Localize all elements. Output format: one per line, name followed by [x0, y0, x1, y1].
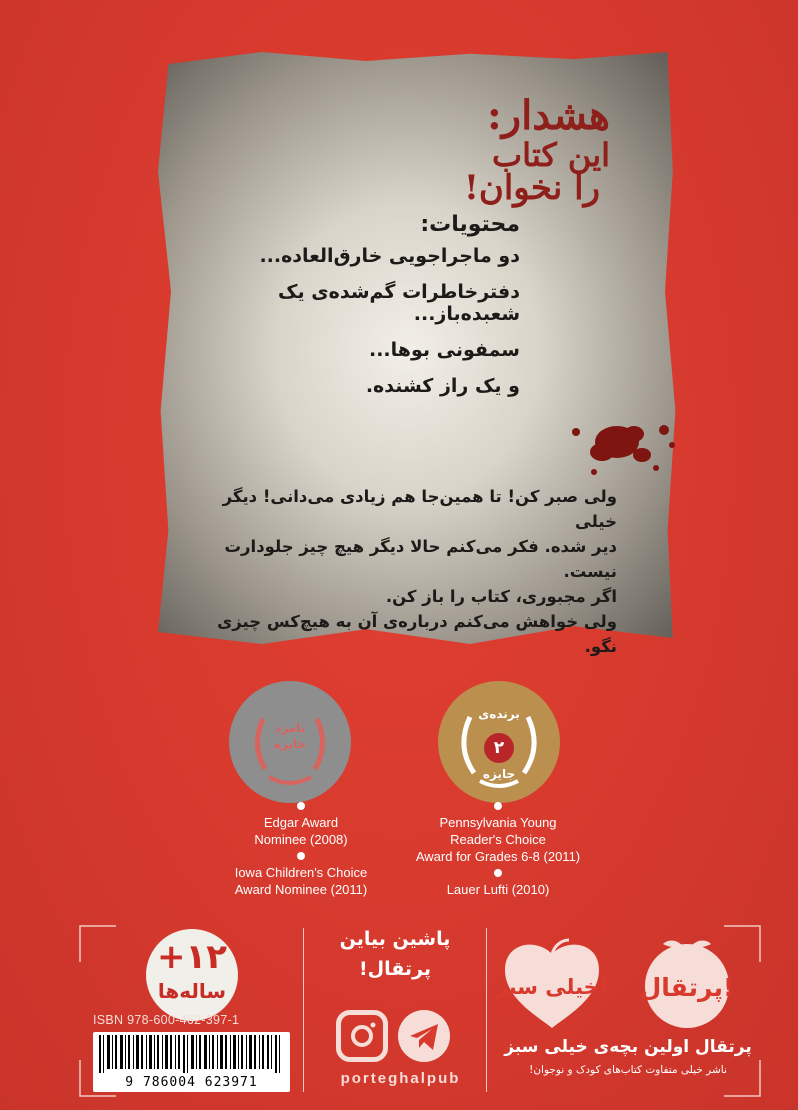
winner-badge — [438, 681, 560, 803]
telegram-icon — [398, 1010, 450, 1062]
contents-block — [190, 212, 520, 411]
star-bullet-icon — [296, 851, 306, 861]
barcode — [93, 1032, 290, 1092]
badge-line: نامزد — [274, 721, 306, 735]
award-line: Iowa Children's Choice — [234, 865, 368, 880]
award-line: Lauer Lufti (2010) — [446, 882, 550, 897]
porteghal-logo — [613, 936, 761, 1031]
winner-awards-list — [398, 798, 598, 898]
warning-line-3: را نخوان! — [463, 168, 600, 208]
nominee-badge — [229, 681, 351, 803]
isbn-text: ISBN 978-600-462-397-1 — [93, 1013, 240, 1027]
badge-number: ۲ — [484, 733, 514, 763]
instagram-icon — [336, 1010, 388, 1062]
paragraph-line: دیر شده. فکر می‌کنم حالا دیگر هیچ چیز جلودارت نیست. — [224, 537, 617, 581]
badge-line: جایزه — [273, 737, 307, 751]
paragraph-line: اگر مجبوری، کتاب را باز کن. — [385, 587, 617, 606]
star-bullet-icon — [296, 801, 306, 811]
award-line: Award for Grades 6-8 (2011) — [415, 849, 581, 864]
follow-line-1: پاشین بیاین — [339, 928, 451, 950]
age-badge — [146, 929, 238, 1021]
contents-item: سمفونی بوها... — [369, 339, 520, 361]
star-bullet-icon — [493, 868, 503, 878]
contents-heading: محتویات: — [420, 212, 520, 237]
nominee-awards-list — [208, 798, 394, 898]
logo-text: پرتقال! — [639, 973, 735, 1002]
follow-line-2: پرتقال! — [358, 958, 432, 980]
badge-line: برنده‌ی — [478, 707, 520, 721]
warning-line-2: این کتاب — [491, 136, 610, 174]
khilisabz-logo — [497, 936, 607, 1031]
star-bullet-icon — [493, 801, 503, 811]
paragraph-line: ولی خواهش می‌کنم درباره‌ی آن به هیچ‌کس چیزی نگو. — [217, 612, 617, 656]
publisher-subtagline: ناشر خیلی متفاوت کتاب‌های کودک و نوجوان! — [529, 1064, 727, 1076]
award-line: Award Nominee (2011) — [234, 882, 368, 897]
social-handle: porteghalpub — [340, 1070, 461, 1087]
badge-line: جایزه — [482, 767, 516, 781]
award-line: Nominee (2008) — [254, 832, 348, 847]
age-label: ساله‌ها — [157, 979, 227, 1003]
warning-paragraph — [195, 484, 617, 659]
award-line: Pennsylvania Young — [439, 815, 557, 830]
barcode-bars — [97, 1035, 286, 1073]
footer-divider — [486, 928, 487, 1092]
contents-item: دو ماجراجویی خارق‌العاده... — [259, 245, 520, 267]
publisher-tagline: پرتقال اولین بچه‌ی خیلی سبز — [504, 1037, 752, 1057]
barcode-number: 9 786004 623971 — [125, 1075, 258, 1090]
award-line: Edgar Award — [263, 815, 339, 830]
contents-item: و یک راز کشنده. — [365, 375, 520, 397]
logo-text: خیلی سبز! — [495, 975, 609, 999]
blood-splatter-icon — [572, 410, 682, 480]
warning-title: هشدار: — [487, 92, 610, 139]
footer-divider — [303, 928, 304, 1092]
age-plus: +۱۲ — [157, 937, 227, 977]
contents-item: دفترخاطرات گم‌شده‌ی یک شعبده‌باز... — [278, 281, 520, 325]
paragraph-line: ولی صبر کن! تا همین‌جا هم زیادی می‌دانی! دیگر خیلی — [222, 487, 617, 531]
award-line: Reader's Choice — [450, 832, 546, 847]
